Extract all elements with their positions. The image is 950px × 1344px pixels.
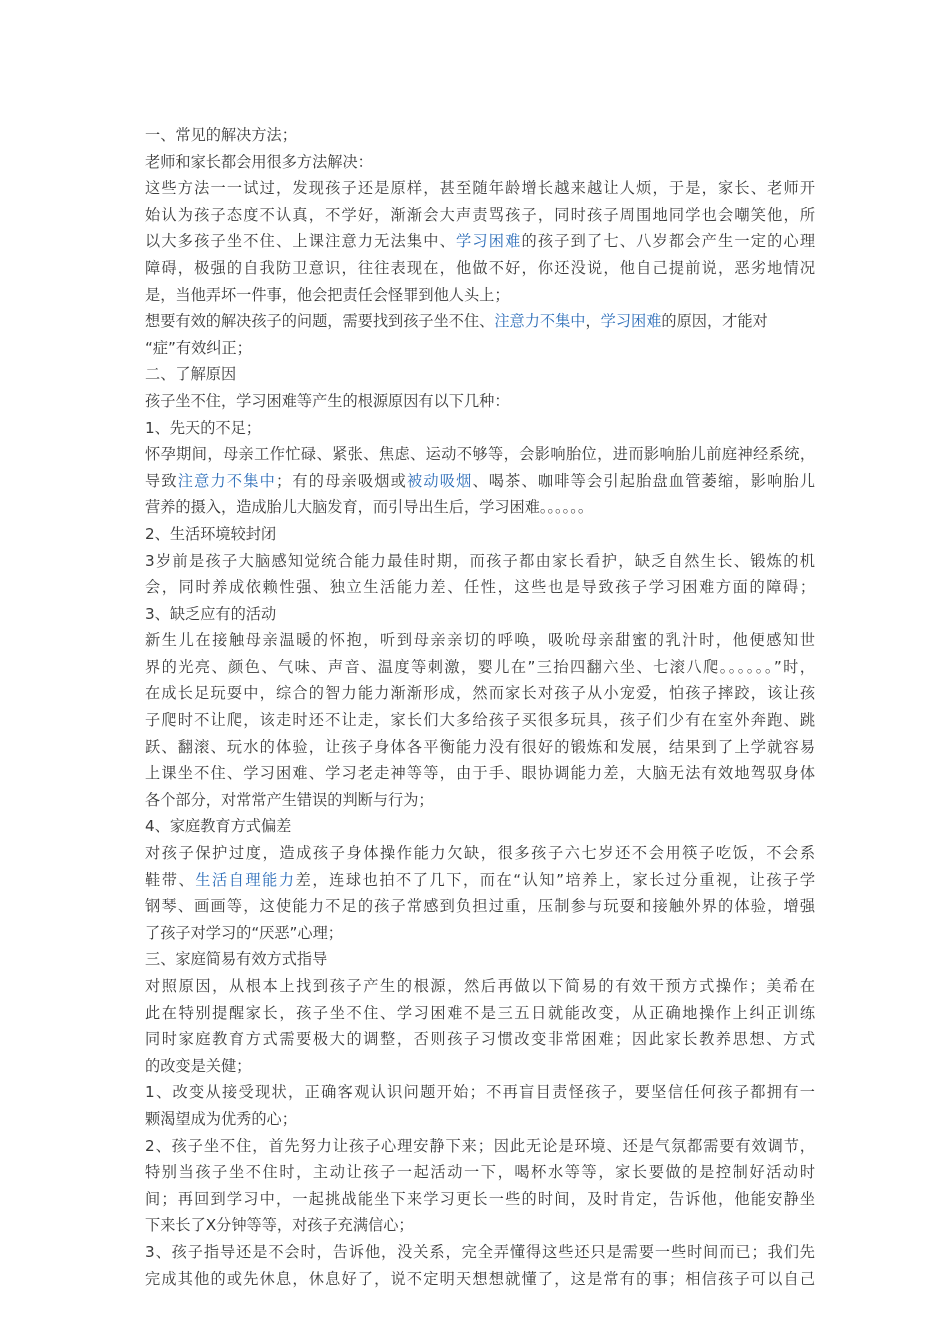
text-segment: 老师和家长都会用很多方法解决： [145, 152, 373, 171]
text-segment: 对孩子保护过度，造成孩子身体操作能力欠缺，很多孩子六七岁还不会用筷子吃饭，不会系 [145, 844, 815, 863]
text-line [145, 707, 815, 734]
text-segment: 2、生活环境较封闭 [145, 524, 277, 543]
text-line [145, 787, 815, 814]
text-segment: 特别当孩子坐不住时，主动让孩子一起活动一下，喝杯水等等，家长要做的是控制好活动时 [145, 1163, 815, 1182]
text-segment: 的孩子到了七、八岁都会产生一定的心理 [521, 232, 816, 251]
text-segment: 障碍，极强的自我防卫意识，往往表现在，他做不好，你还没说，他自己提前说，恶劣地情况 [145, 258, 815, 277]
text-segment: 、喝茶、咖啡等会引起胎盘血管萎缩，影响胎儿 [472, 471, 816, 490]
text-segment: 会，同时养成依赖性强、独立生活能力差、任性，这些也是导致孩子学习困难方面的障碍； [145, 578, 815, 597]
keyword-link[interactable]: 学习困难 [456, 232, 522, 251]
text-line [145, 308, 815, 335]
text-segment: 这些方法一一试过，发现孩子还是原样，甚至随年龄增长越来越让人烦，于是，家长、老师开 [145, 179, 815, 198]
text-segment: 3、孩子指导还是不会时，告诉他，没关系，完全弄懂得这些还只是需要一些时间而已；我们先 [145, 1242, 815, 1261]
text-segment: “症”有效纠正； [145, 338, 252, 357]
text-segment: 此在特别提醒家长，孩子坐不住、学习困难不是三五日就能改变，从正确地操作上纠正训练 [145, 1003, 815, 1022]
text-segment: 的改变是关健； [145, 1056, 252, 1075]
text-line [145, 415, 815, 442]
text-segment: 间；再回到学习中，一起挑战能坐下来学习更长一些的时间，及时肯定，告诉他，他能安静坐 [145, 1189, 815, 1208]
text-segment: 始认为孩子态度不认真，不学好，渐渐会大声责骂孩子，同时孩子周围地同学也会嘲笑他，所 [145, 205, 815, 224]
text-segment: 3、缺乏应有的活动 [145, 604, 277, 623]
text-line [145, 654, 815, 681]
text-line [145, 202, 815, 229]
text-line [145, 601, 815, 628]
text-segment: 完成其他的或先休息，休息好了，说不定明天想想就懂了，这是常有的事；相信孩子可以自己 [145, 1269, 815, 1288]
text-line [145, 680, 815, 707]
text-line [145, 228, 815, 255]
text-line [145, 282, 815, 309]
text-segment: 2、孩子坐不住，首先努力让孩子心理安静下来；因此无论是环境、还是气氛都需要有效调节， [145, 1136, 815, 1155]
text-segment: 孩子坐不住，学习困难等产生的根源原因有以下几种： [145, 391, 510, 410]
text-line [145, 1106, 815, 1133]
text-segment: 颗渴望成为优秀的心； [145, 1109, 297, 1128]
text-segment: 了孩子对学习的“厌恶”心理； [145, 923, 343, 942]
text-line [145, 627, 815, 654]
text-line [145, 946, 815, 973]
text-line [145, 574, 815, 601]
text-line [145, 1266, 815, 1293]
text-line [145, 973, 815, 1000]
text-segment: 差，连球也拍不了几下，而在“认知”培养上，家长过分重视，让孩子学 [295, 870, 816, 889]
text-line [145, 1000, 815, 1027]
text-segment: 3岁前是孩子大脑感知觉统合能力最佳时期，而孩子都由家长看护，缺乏自然生长、锻炼的机 [145, 551, 815, 570]
text-line [145, 441, 815, 468]
text-segment: 在成长足玩耍中，综合的智力能力渐渐形成，然而家长对孩子从小宠爱，怕孩子摔跤，该让孩 [145, 684, 815, 703]
text-segment: 同时家庭教育方式需要极大的调整，否则孩子习惯改变非常困难；因此家长教养思想、方式 [145, 1030, 815, 1049]
text-line [145, 920, 815, 947]
text-segment: 下来长了X分钟等等，对孩子充满信心； [145, 1216, 414, 1235]
keyword-link[interactable]: 注意力不集中 [177, 471, 276, 490]
text-line [145, 1133, 815, 1160]
text-line [145, 388, 815, 415]
text-line [145, 255, 815, 282]
text-segment: 跃、翻滚、玩水的体验，让孩子身体各平衡能力没有很好的锻炼和发展，结果到了上学就容易 [145, 737, 815, 756]
text-line [145, 1186, 815, 1213]
text-line [145, 468, 815, 495]
text-line [145, 175, 815, 202]
keyword-link[interactable]: 注意力不集中 [494, 312, 586, 331]
text-segment: 导致 [145, 471, 178, 490]
text-line [145, 840, 815, 867]
text-line [145, 1053, 815, 1080]
keyword-link[interactable]: 被动吸烟 [406, 471, 473, 490]
text-segment: 新生儿在接触母亲温暖的怀抱，听到母亲亲切的呼唤，吸吮母亲甜蜜的乳汁时，他便感知世 [145, 631, 815, 650]
text-line [145, 1159, 815, 1186]
text-line [145, 149, 815, 176]
keyword-link[interactable]: 生活自理能力 [195, 870, 296, 889]
text-line [145, 521, 815, 548]
document-body [145, 122, 815, 1292]
text-segment: 是，当他弄坏一件事，他会把责任会怪罪到他人头上； [145, 285, 510, 304]
text-line [145, 361, 815, 388]
text-segment: 1、先天的不足； [145, 418, 261, 437]
text-segment: 以大多孩子坐不住、上课注意力无法集中、 [145, 232, 457, 251]
text-line [145, 1212, 815, 1239]
text-line [145, 734, 815, 761]
text-segment: 上课坐不住、学习困难、学习老走神等等，由于手、眼协调能力差，大脑无法有效地驾驭身体 [145, 764, 815, 783]
text-segment: 的原因，才能对 [661, 312, 768, 331]
text-segment: 1、改变从接受现状，正确客观认识问题开始；不再盲目责怪孩子，要坚信任何孩子都拥有一 [145, 1083, 815, 1102]
text-line [145, 1239, 815, 1266]
text-segment: 营养的摄入，造成胎儿大脑发育，而引导出生后，学习困难。。。。。。 [145, 498, 594, 517]
text-segment: 想要有效的解决孩子的问题，需要找到孩子坐不住、 [145, 312, 495, 331]
text-segment: 三、家庭简易有效方式指导 [145, 950, 328, 969]
text-line [145, 1079, 815, 1106]
text-segment: 一、常见的解决方法； [145, 126, 297, 144]
text-segment: ， [585, 312, 601, 331]
text-line [145, 813, 815, 840]
text-line [145, 122, 815, 149]
text-line [145, 893, 815, 920]
text-segment: 各个部分，对常常产生错误的判断与行为； [145, 790, 434, 809]
text-segment: 钢琴、画画等，这使能力不足的孩子常感到负担过重，压制参与玩耍和接触外界的体验，增强 [145, 897, 815, 916]
text-segment: 怀孕期间，母亲工作忙碌、紧张、焦虑、运动不够等，会影响胎位，进而影响胎儿前庭神经系统， [145, 445, 815, 464]
text-segment: 4、家庭教育方式偏差 [145, 817, 292, 836]
text-line [145, 335, 815, 362]
text-segment: 鞋带、 [145, 870, 196, 889]
text-segment: 子爬时不让爬，该走时还不让走，家长们大多给孩子买很多玩具，孩子们少有在室外奔跑、跳 [145, 711, 815, 730]
keyword-link[interactable]: 学习困难 [600, 312, 662, 331]
text-line [145, 760, 815, 787]
text-line [145, 548, 815, 575]
text-line [145, 867, 815, 894]
text-segment: 界的光亮、颜色、气味、声音、温度等刺激，婴儿在”三抬四翻六坐、七滚八爬。。。。。。”时， [145, 657, 815, 676]
text-line [145, 494, 815, 521]
text-segment: 二、了解原因 [145, 365, 237, 384]
text-line [145, 1026, 815, 1053]
text-segment: ；有的母亲吸烟或 [275, 471, 407, 490]
text-segment: 对照原因，从根本上找到孩子产生的根源，然后再做以下简易的有效干预方式操作；美希在 [145, 977, 815, 995]
